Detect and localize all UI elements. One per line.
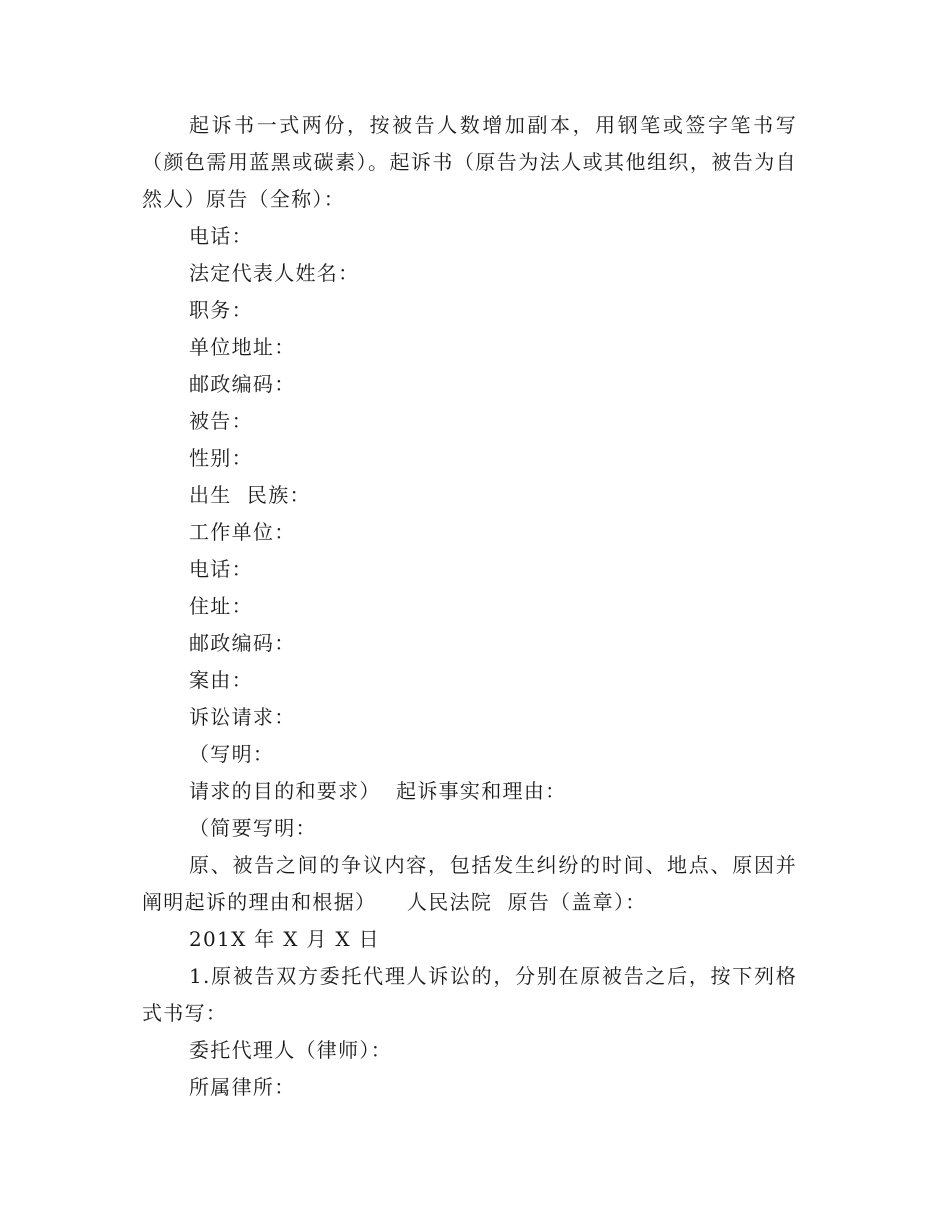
document-body — [142, 107, 797, 1106]
paragraph-intro: 起诉书一式两份，按被告人数增加副本，用钢笔或签字笔书写（颜色需用蓝黑或碳素）。起诉书（原告为法人或其他组织，被告为自然人）原告（全称）： — [142, 113, 797, 211]
claims-note-open: （写明： — [189, 742, 275, 766]
company-address-label: 单位地址： — [189, 335, 296, 359]
legal-representative-label: 法定代表人姓名： — [189, 261, 360, 285]
defendant-postcode-label: 邮政编码： — [189, 631, 296, 655]
defendant-phone-label: 电话： — [189, 557, 253, 581]
agent-label: 委托代理人（律师）： — [189, 1038, 392, 1062]
position-label: 职务： — [189, 298, 253, 322]
facts-note-body: 原、被告之间的争议内容，包括发生纠纷的时间、地点、原因并阐明起诉的理由和根据） 人民法院 原告（盖章）： — [142, 853, 797, 914]
facts-note-open: （简要写明： — [189, 816, 317, 840]
residence-label: 住址： — [189, 594, 253, 618]
workplace-label: 工作单位： — [189, 520, 296, 544]
agent-instruction: 1.原被告双方委托代理人诉讼的，分别在原被告之后，按下列格式书写： — [142, 964, 797, 1025]
gender-label: 性别： — [189, 446, 253, 470]
case-cause-label: 案由： — [189, 668, 253, 692]
defendant-label: 被告： — [189, 409, 253, 433]
date-line: 201X 年 X 月 X 日 — [189, 927, 380, 951]
plaintiff-phone-label: 电话： — [189, 224, 253, 248]
claims-label: 诉讼请求： — [189, 705, 296, 729]
birth-ethnicity-label: 出生 民族： — [189, 483, 311, 507]
plaintiff-postcode-label: 邮政编码： — [189, 372, 296, 396]
claims-note-body: 请求的目的和要求） 起诉事实和理由： — [189, 779, 567, 803]
law-firm-label: 所属律所： — [189, 1075, 296, 1099]
